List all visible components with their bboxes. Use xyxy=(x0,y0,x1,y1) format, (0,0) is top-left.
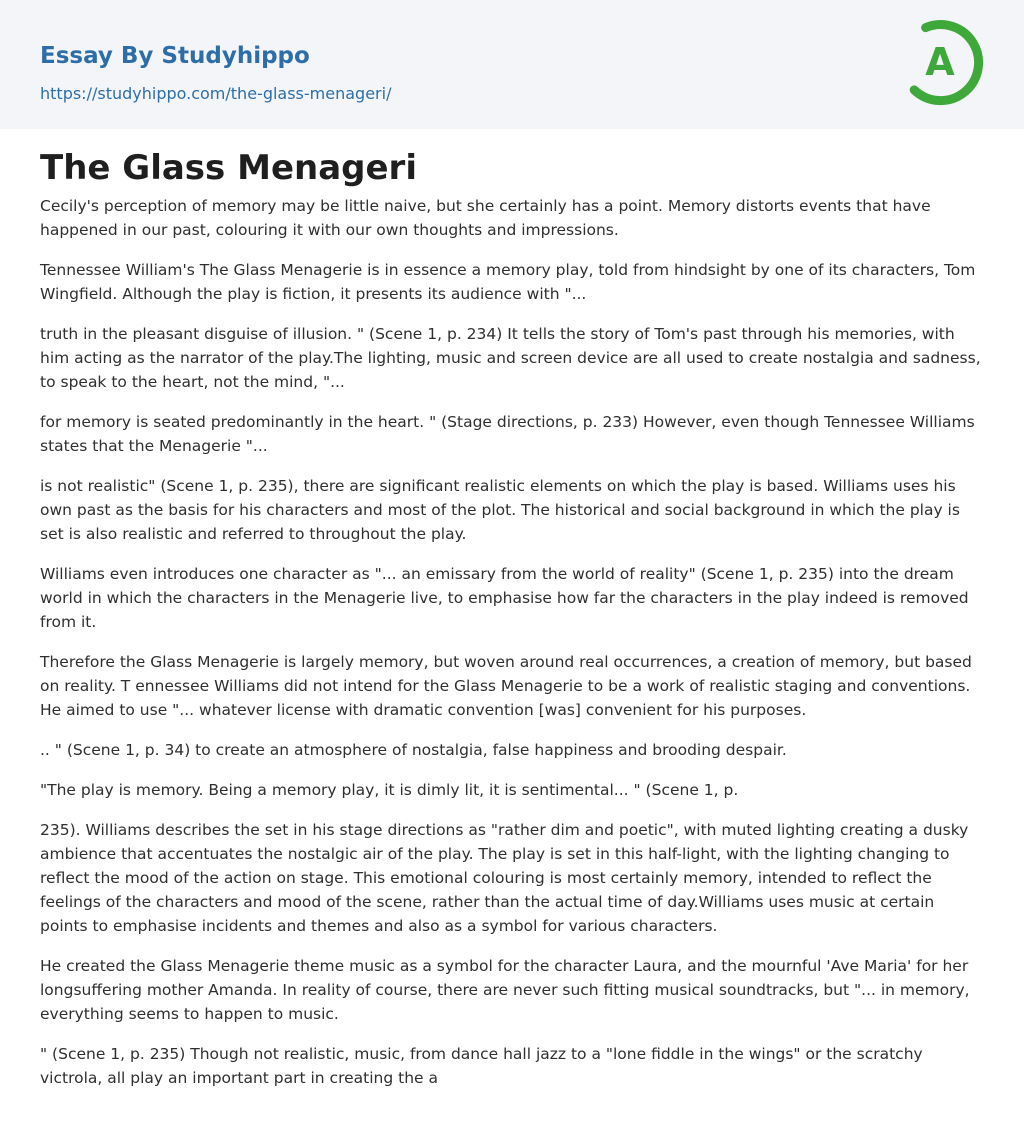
essay-paragraph: " (Scene 1, p. 235) Though not realistic, music, from dance hall jazz to a "lone fiddle in the wings" or the scratchy victrola, all play an important part in creating the a xyxy=(40,1045,923,1087)
essay-paragraph: "The play is memory. Being a memory play, it is dimly lit, it is sentimental... " (Scene 1, p. xyxy=(40,781,739,799)
source-url-link[interactable]: https://studyhippo.com/the-glass-menageri/ xyxy=(40,84,392,103)
essay-paragraph: He created the Glass Menagerie theme music as a symbol for the character Laura, and the mournful 'Ave Maria' for her longsuffering mother Amanda. In reality of course, there are never such fitting musical soundtracks, but "... in memory, everything seems to happen to music. xyxy=(40,957,970,1023)
essay-paragraph: is not realistic" (Scene 1, p. 235), there are significant realistic elements on which the play is based. Williams uses his own past as the basis for his characters and most of the plot. The historical and social background in which the play is set is also realistic and referred to throughout the play. xyxy=(40,477,960,543)
essay-paragraph: Therefore the Glass Menagerie is largely memory, but woven around real occurrences, a creation of memory, but based on reality. T ennessee Williams did not intend for the Glass Menagerie to be a work of realistic staging and conventions. He aimed to use "... whatever license with dramatic convention [was] convenient for his purposes. xyxy=(40,653,972,719)
site-header xyxy=(0,0,1024,129)
studyhippo-a-logo-icon[interactable] xyxy=(898,18,986,106)
essay-paragraph: for memory is seated predominantly in the heart. " (Stage directions, p. 233) However, even though Tennessee Williams states that the Menagerie "... xyxy=(40,413,975,455)
essay-paragraph: Williams even introduces one character as "... an emissary from the world of reality" (Scene 1, p. 235) into the dream world in which the characters in the Menagerie live, to emphasise how far the characters in the play indeed is removed from it. xyxy=(40,565,969,631)
logo-letter: A xyxy=(925,40,955,84)
essay-paragraph: Cecily's perception of memory may be little naive, but she certainly has a point. Memory distorts events that have happened in our past, colouring it with our own thoughts and impressions. xyxy=(40,197,931,239)
essay-paragraph: truth in the pleasant disguise of illusion. " (Scene 1, p. 234) It tells the story of Tom's past through his memories, with him acting as the narrator of the play.The lighting, music and screen device are all used to create nostalgia and sadness, to speak to the heart, not the mind, "... xyxy=(40,325,981,391)
essay-paragraph: 235). Williams describes the set in his stage directions as "rather dim and poetic", with muted lighting creating a dusky ambience that accentuates the nostalgic air of the play. The play is set in this half-light, with the lighting changing to reflect the mood of the action on stage. This emotional colouring is most certainly memory, intended to reflect the feelings of the characters and mood of the scene, rather than the actual time of day.Williams uses music at certain points to emphasise incidents and themes and also as a symbol for various characters. xyxy=(40,821,969,935)
essay-paragraph: Tennessee William's The Glass Menagerie is in essence a memory play, told from hindsight by one of its characters, Tom Wingfield. Although the play is fiction, it presents its audience with "... xyxy=(40,261,976,303)
essay-title: The Glass Menageri xyxy=(40,148,417,188)
essay-paragraph: .. " (Scene 1, p. 34) to create an atmosphere of nostalgia, false happiness and brooding despair. xyxy=(40,741,787,759)
essay-body xyxy=(40,194,984,1106)
site-title[interactable]: Essay By Studyhippo xyxy=(40,43,310,69)
